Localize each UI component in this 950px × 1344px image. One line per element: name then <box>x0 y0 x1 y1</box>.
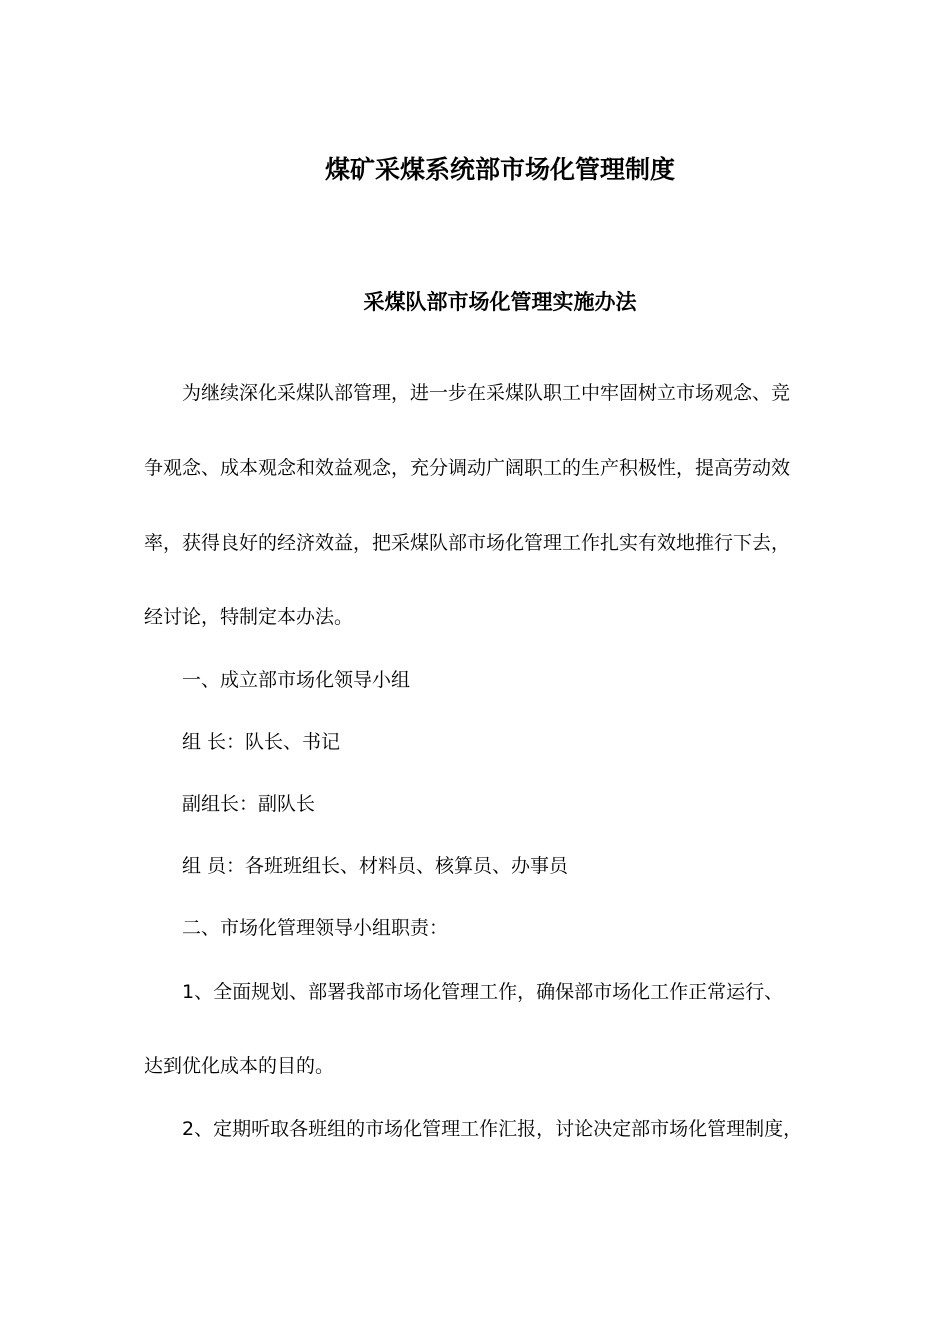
section-heading: 二、市场化管理领导小组职责： <box>182 917 449 939</box>
list-item-line: 2、定期听取各班组的市场化管理工作汇报，讨论决定部市场化管理制度， <box>182 1118 803 1140</box>
list-item-line: 1、全面规划、部署我部市场化管理工作，确保部市场化工作正常运行、 <box>182 981 784 1003</box>
member-line: 组 长：队长、书记 <box>182 731 341 753</box>
member-line: 组 员：各班班组长、材料员、核算员、办事员 <box>182 855 569 877</box>
list-item-line: 达到优化成本的目的。 <box>144 1055 335 1077</box>
paragraph-line: 争观念、成本观念和效益观念，充分调动广阔职工的生产积极性，提高劳动效 <box>144 457 791 479</box>
paragraph-line: 为继续深化采煤队部管理，进一步在采煤队职工中牢固树立市场观念、竞 <box>182 382 791 404</box>
paragraph-line: 率，获得良好的经济效益，把采煤队部市场化管理工作扎实有效地推行下去， <box>144 532 791 554</box>
document-subtitle: 采煤队部市场化管理实施办法 <box>363 290 637 314</box>
document-title: 煤矿采煤系统部市场化管理制度 <box>324 155 675 184</box>
paragraph-line: 经讨论，特制定本办法。 <box>144 606 354 628</box>
member-line: 副组长：副队长 <box>182 793 316 815</box>
section-heading: 一、成立部市场化领导小组 <box>182 669 411 691</box>
